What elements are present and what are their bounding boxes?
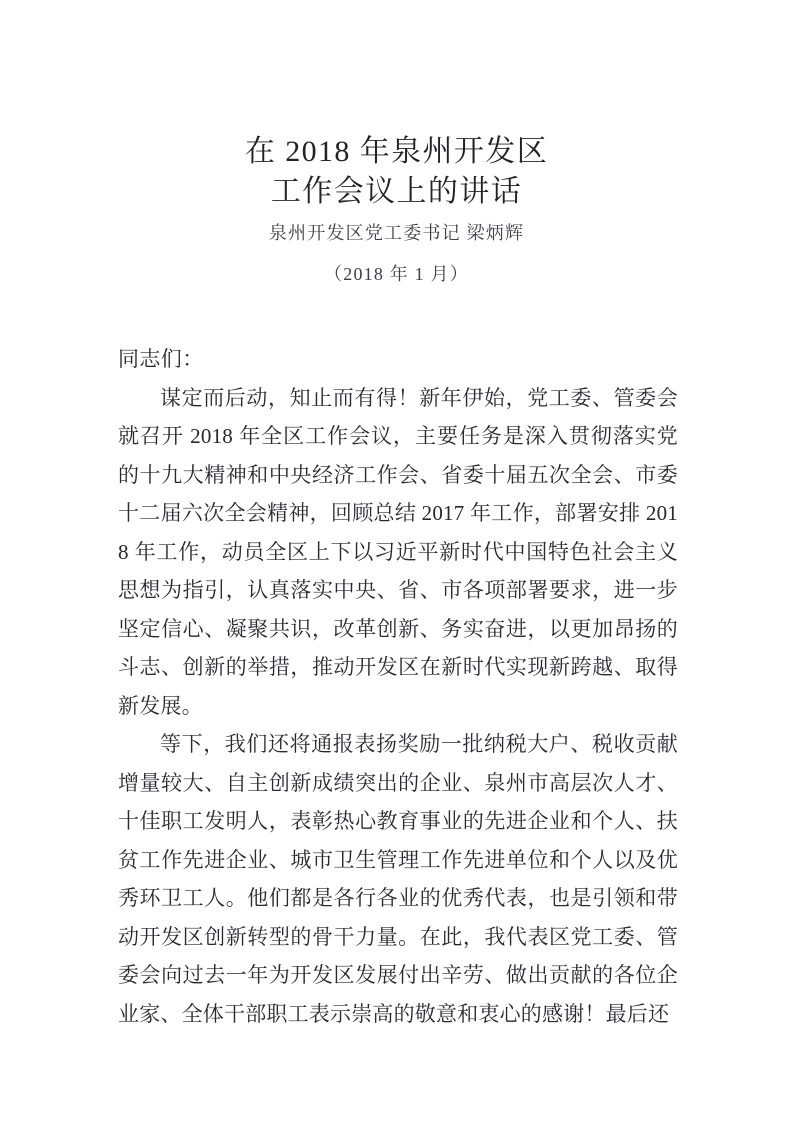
author-byline: 泉州开发区党工委书记 梁炳辉: [268, 223, 525, 243]
body-paragraph: 等下，我们还将通报表扬奖励一批纳税大户、税收贡献增量较大、自主创新成绩突出的企业、泉州市高层次人才、十佳职工发明人，表彰热心教育事业的先进企业和个人、扶贫工作先进企业、城市卫生管理工作先进单位和个人以及优秀环卫工人。他们都是各行各业的优秀代表，也是引领和带动开发区创新转型的骨干力量。在此，我代表区党工委、管委会向过去一年为开发区发展付出辛劳、做出贡献的各位企业家、全体干部职工表示崇高的敬意和衷心的感谢！最后还: [118, 732, 678, 1026]
body-paragraph: 谋定而后动，知止而有得！新年伊始，党工委、管委会就召开 2018 年全区工作会议，主要任务是深入贯彻落实党的十九大精神和中央经济工作会、省委十届五次全会、市委十二届六次全会精神，回顾总结 2017 年工作，部署安排 2018 年工作，动员全区上下以习近平新时代中国特色社会主义思想为指引，认真落实中央、省、市各项部署要求，进一步坚定信心、凝聚共识，改革创新、务实奋进，以更加昂扬的斗志、创新的举措，推动开发区在新时代实现新跨越、取得新发展。: [118, 385, 678, 718]
title-block: [0, 132, 793, 287]
page-title-line-2: 工作会议上的讲话: [270, 175, 523, 208]
page-title-line-1: 在 2018 年泉州开发区: [244, 135, 549, 168]
document-body: [118, 340, 678, 1033]
salutation: 同志们：: [118, 347, 204, 371]
document-date: （2018 年 1 月）: [324, 264, 469, 284]
